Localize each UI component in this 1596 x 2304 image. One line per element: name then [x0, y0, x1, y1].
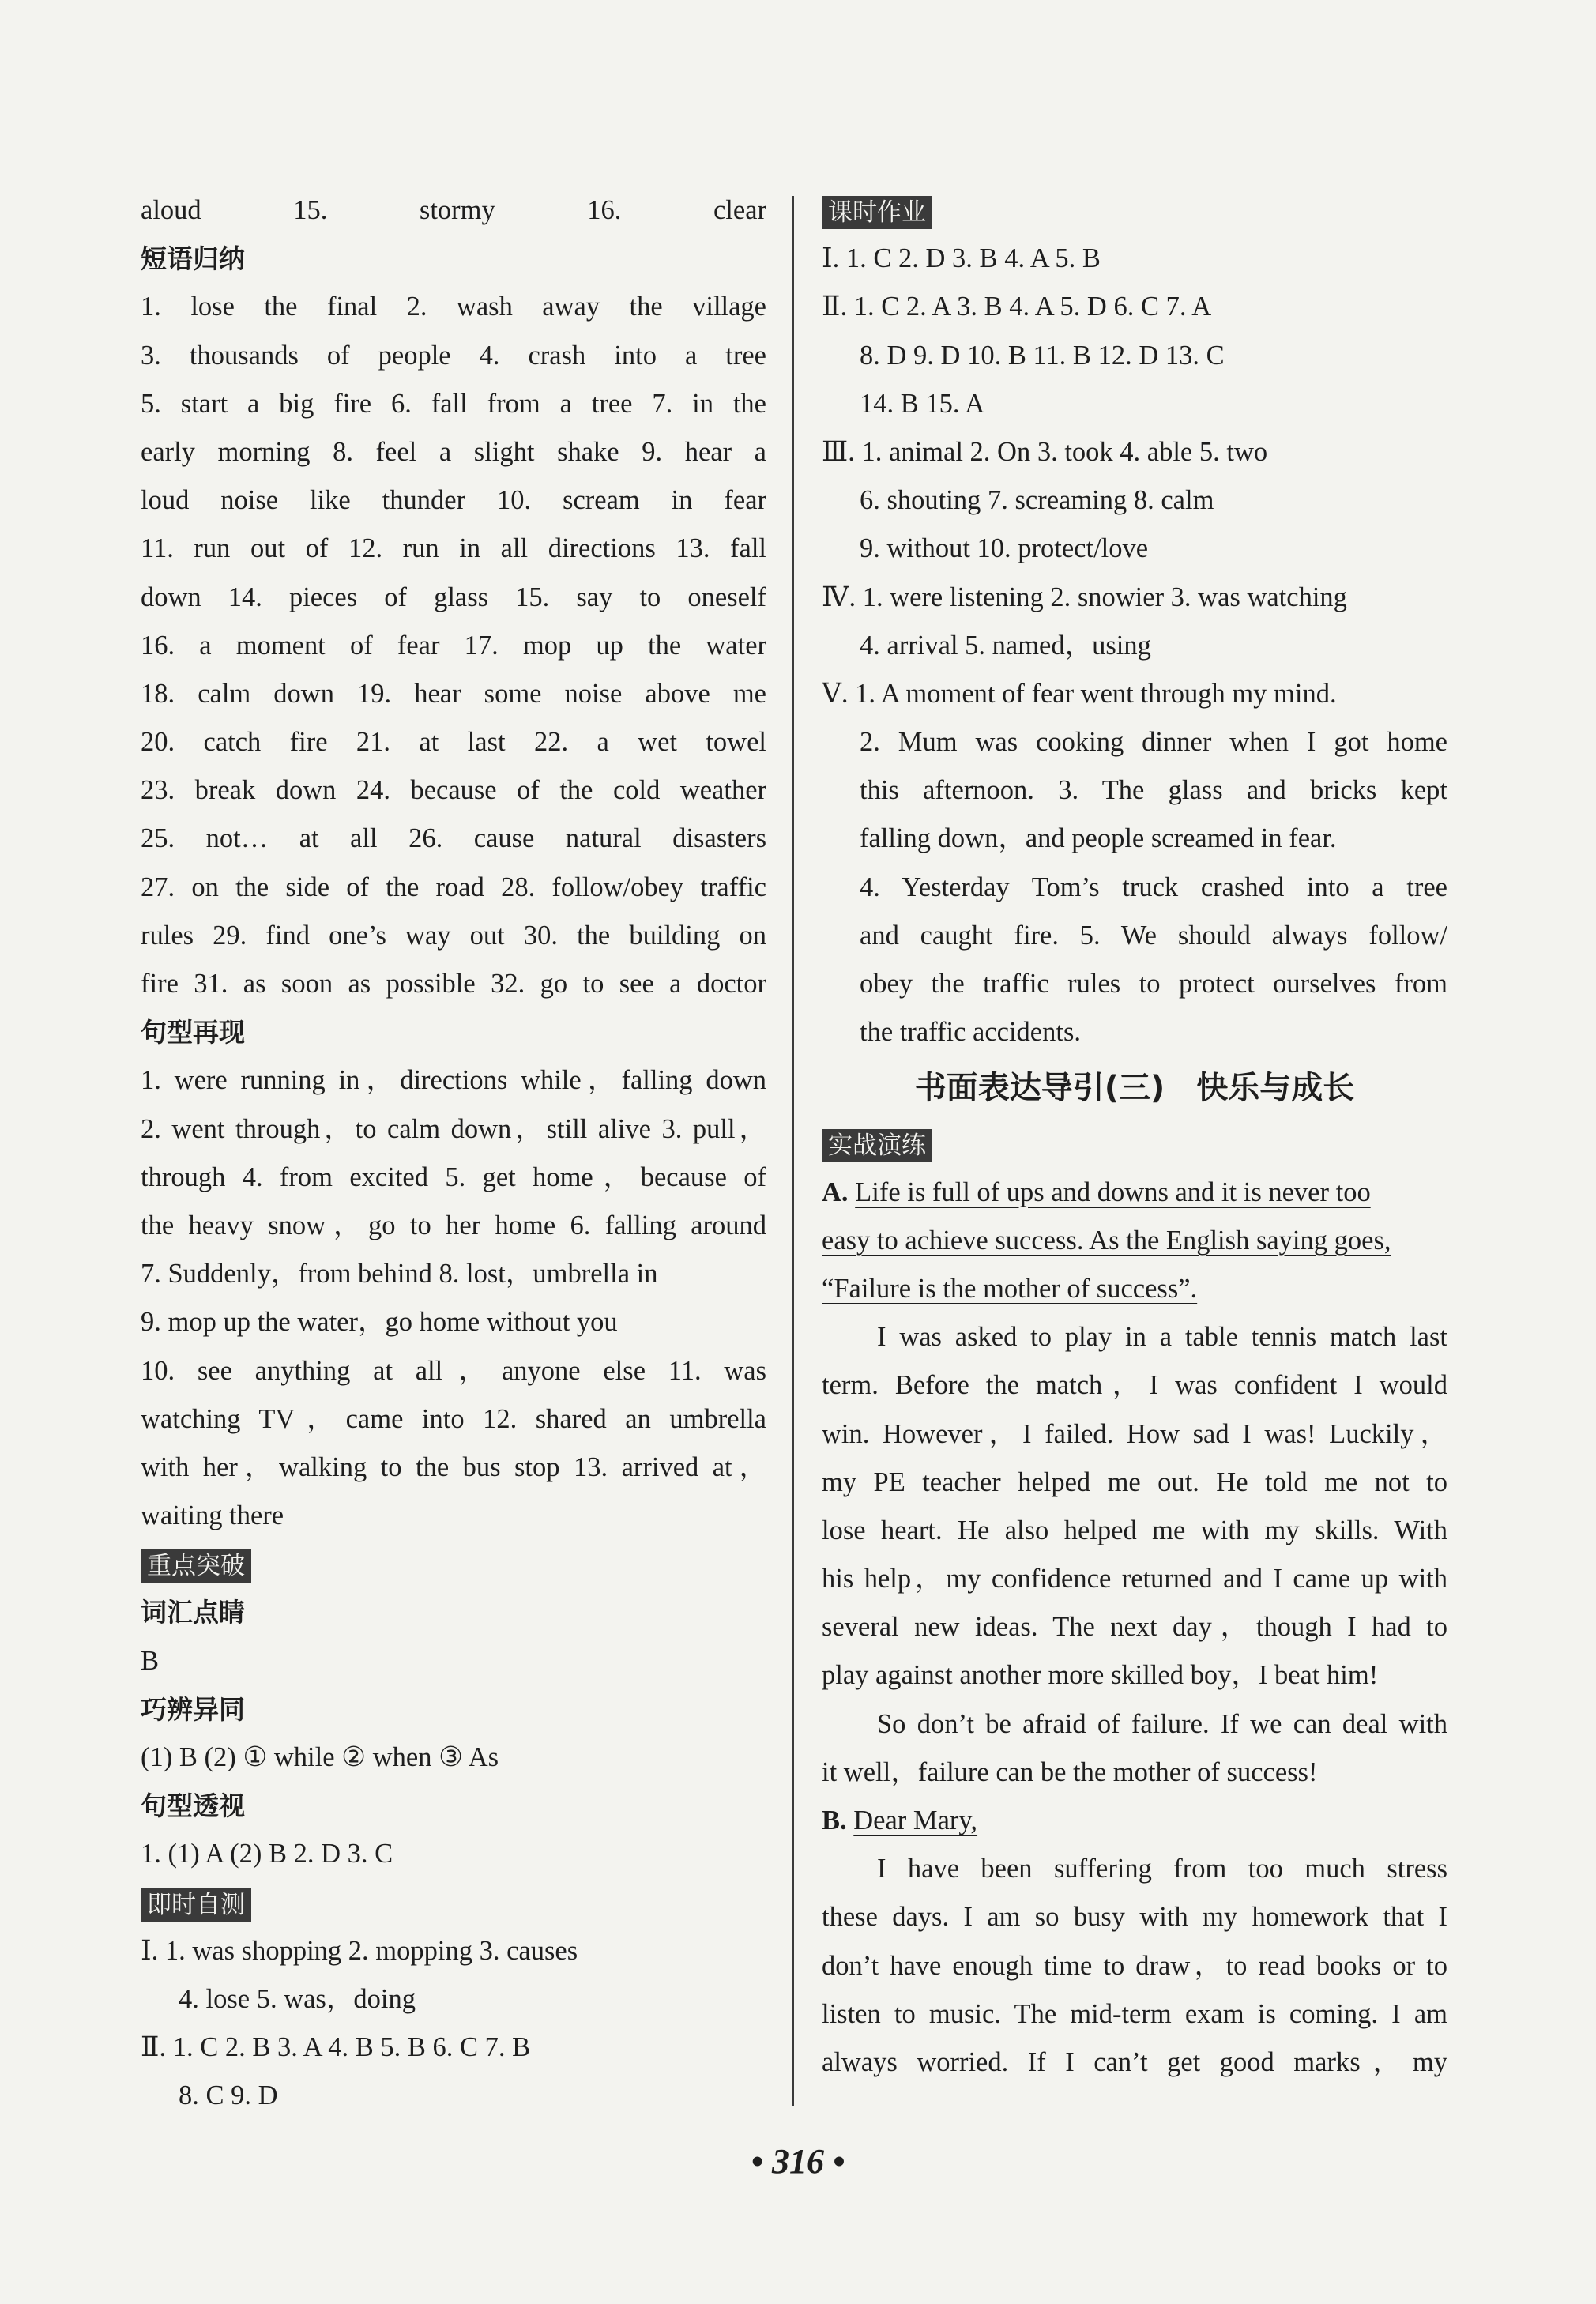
essay-a-underlined-row — [822, 1217, 1447, 1265]
text-line: 1. lose the final 2. wash away the village — [141, 292, 766, 322]
heading-vocab: 词汇点睛 — [141, 1597, 245, 1628]
page-number: • 316 • — [751, 2142, 845, 2181]
essay-line: my PE teacher helped me out. He told me not to — [822, 1466, 1447, 1497]
essay-line: listen to music. The mid-term exam is coming. I am — [822, 1998, 1447, 2029]
text-line: 7. Suddenly，from behind 8. lost，umbrella in — [141, 1259, 658, 1289]
text-line: 23. break down 24. because of the cold weather — [141, 775, 766, 806]
text-line: 18. calm down 19. hear some noise above me — [141, 678, 766, 709]
text-line: the heavy snow，go to her home 6. falling around — [141, 1210, 766, 1240]
heading-sentences: 句型再现 — [141, 1017, 245, 1048]
key-points-label: 重点突破 — [141, 1549, 251, 1583]
text-line: 27. on the side of the road 28. follow/obey traffic — [141, 872, 766, 902]
column-divider — [792, 196, 794, 2106]
text-line: loud noise like thunder 10. scream in fear — [141, 485, 766, 516]
text-line: 1. were running in，directions while，falling down — [141, 1065, 766, 1096]
essay-line: don’t have enough time to draw，to read books or to — [822, 1950, 1447, 1981]
heading-sentence-view: 句型透视 — [141, 1790, 245, 1822]
left-column — [141, 186, 766, 2121]
text-line: 8. D 9. D 10. B 11. B 12. D 13. C — [860, 340, 1225, 371]
text-line: Ⅱ. 1. C 2. B 3. A 4. B 5. B 6. C 7. B — [141, 2032, 531, 2063]
essay-line: I have been suffering from too much stress — [877, 1854, 1447, 1884]
text-line: 8. C 9. D — [179, 2080, 278, 2111]
text-line: (1) B (2) ① while ② when ③ As — [141, 1742, 499, 1772]
text-line: 9. without 10. protect/love — [860, 533, 1149, 564]
essay-line: always worried. If I can’t get good marks，my — [822, 2046, 1447, 2077]
text-line: waiting there — [141, 1500, 284, 1531]
essay-a-first-line — [822, 1169, 1447, 1217]
essay-line: So don’t be afraid of failure. If we can deal with — [877, 1708, 1447, 1739]
text-line: Ⅱ. 1. C 2. A 3. B 4. A 5. D 6. C 7. A — [822, 292, 1212, 322]
essay-line: lose heart. He also helped me with my skills. With — [822, 1515, 1447, 1545]
text-line: falling down，and people screamed in fear. — [860, 823, 1337, 854]
essay-line: term. Before the match，I was confident I would — [822, 1370, 1447, 1401]
essay-line: these days. I am so busy with my homework that I — [822, 1902, 1447, 1933]
essay-line: it well，failure can be the mother of success! — [822, 1756, 1318, 1787]
text-line: fire 31. as soon as possible 32. go to see a doctor — [141, 969, 766, 999]
text-line: Ⅲ. 1. animal 2. On 3. took 4. able 5. two — [822, 436, 1268, 467]
text-line: 10. see anything at all，anyone else 11. was — [141, 1355, 766, 1386]
text-line: 14. B 15. A — [860, 388, 985, 419]
text-line: 25. not… at all 26. cause natural disasters — [141, 823, 766, 854]
heading-compare: 巧辨异同 — [141, 1693, 245, 1725]
essay-b-label: B. — [822, 1805, 847, 1835]
text-line: 20. catch fire 21. at last 22. a wet towel — [141, 727, 766, 758]
text-line: the traffic accidents. — [860, 1017, 1082, 1048]
heading-phrases: 短语归纳 — [141, 243, 245, 275]
text-line: early morning 8. feel a slight shake 9. hear a — [141, 436, 766, 467]
text-line: rules 29. find one’s way out 30. the building on — [141, 920, 766, 951]
text-line: with her，walking to the bus stop 13. arrived at， — [141, 1451, 766, 1482]
essay-a-underlined-row — [822, 1265, 1447, 1313]
homework-label-row — [822, 186, 1447, 235]
essay-a-underlined: Life is full of ups and downs and it is never too — [855, 1176, 1371, 1207]
essay-line: I was asked to play in a table tennis match last — [877, 1322, 1447, 1353]
text-line: 2. Mum was cooking dinner when I got home — [860, 727, 1447, 758]
text-line: B — [141, 1645, 160, 1676]
text-line: and caught fire. 5. We should always follow/ — [860, 920, 1447, 951]
text-line: 4. lose 5. was，doing — [179, 1983, 416, 2014]
practice-label-row — [822, 1120, 1447, 1168]
text-line: 4. Yesterday Tom’s truck crashed into a tree — [860, 872, 1447, 902]
text-line: aloud 15. stormy 16. clear — [141, 195, 766, 225]
text-line: Ⅰ. 1. C 2. D 3. B 4. A 5. B — [822, 243, 1101, 274]
text-line: Ⅰ. 1. was shopping 2. mopping 3. causes — [141, 1935, 578, 1966]
text-line: Ⅳ. 1. were listening 2. snowier 3. was watching — [822, 582, 1347, 612]
text-line: watching TV，came into 12. shared an umbrella — [141, 1403, 766, 1434]
text-line: through 4. from excited 5. get home，because of — [141, 1161, 766, 1192]
text-line: 16. a moment of fear 17. mop up the water — [141, 630, 766, 661]
text-line: 9. mop up the water，go home without you — [141, 1307, 618, 1338]
text-line: down 14. pieces of glass 15. say to oneself — [141, 582, 766, 612]
text-line: 6. shouting 7. screaming 8. calm — [860, 485, 1214, 516]
essay-a-underlined: easy to achieve success. As the English saying goes, — [822, 1225, 1391, 1256]
essay-line: his help，my confidence returned and I came up with — [822, 1564, 1447, 1594]
text-line: 1. (1) A (2) B 2. D 3. C — [141, 1839, 393, 1869]
text-line: Ⅴ. 1. A moment of fear went through my mind. — [822, 678, 1337, 709]
text-line: 4. arrival 5. named，using — [860, 630, 1151, 661]
text-line: this afternoon. 3. The glass and bricks kept — [860, 775, 1447, 806]
self-test-label: 即时自测 — [141, 1888, 251, 1922]
essay-line: several new ideas. The next day，though I had to — [822, 1612, 1447, 1643]
text-line: 2. went through，to calm down，still alive 3. pull， — [141, 1113, 766, 1144]
practice-label: 实战演练 — [822, 1129, 932, 1162]
text-line: 11. run out of 12. run in all directions 13. fall — [141, 533, 766, 564]
text-line: 5. start a big fire 6. fall from a tree 7. in the — [141, 388, 766, 419]
right-column — [822, 186, 1447, 2087]
essay-b-greeting: Dear Mary, — [853, 1805, 978, 1835]
text-line: obey the traffic rules to protect ourselves from — [860, 969, 1447, 999]
essay-b-first-line — [822, 1797, 1447, 1845]
key-points-label-row — [141, 1540, 766, 1588]
text-line: 3. thousands of people 4. crash into a tree — [141, 340, 766, 371]
essay-a-label: A. — [822, 1176, 849, 1207]
self-test-label-row — [141, 1879, 766, 1927]
section-title: 书面表达导引(三) 快乐与成长 — [914, 1070, 1355, 1107]
homework-label: 课时作业 — [822, 196, 932, 229]
essay-line: win. However，I failed. How sad I was! Luckily， — [822, 1418, 1447, 1449]
essay-a-underlined: “Failure is the mother of success”. — [822, 1273, 1198, 1304]
essay-line: play against another more skilled boy，I beat him! — [822, 1660, 1379, 1691]
